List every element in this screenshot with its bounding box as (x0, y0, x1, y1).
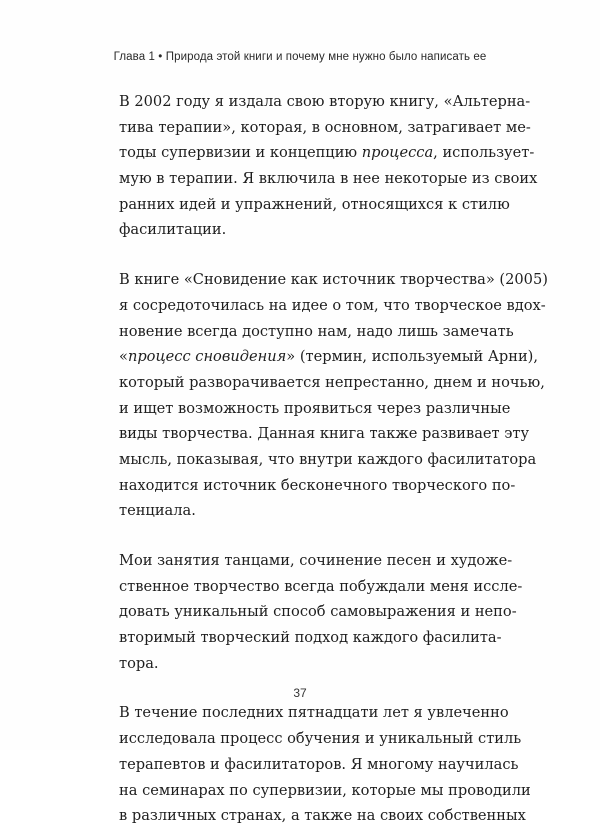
text-segment: я сосредоточилась на идее о том, что творческое вдох- (119, 296, 546, 314)
text-segment: мысль, показывая, что внутри каждого фасилитатора (119, 450, 537, 468)
text-line (119, 625, 502, 651)
text-segment: находится источник бесконечного творческого по- (119, 476, 516, 494)
text-line (119, 370, 545, 396)
paragraph-gap (119, 243, 491, 267)
text-line (119, 140, 535, 166)
text-segment: ственное творчество всегда побуждали меня иссле- (119, 577, 523, 595)
text-line (119, 574, 523, 600)
text-line (119, 599, 517, 625)
text-segment: » (термин, используемый Арни), (286, 348, 539, 366)
text-line (119, 778, 531, 804)
text-line (119, 166, 538, 192)
text-segment: новение всегда доступно нам, надо лишь замечать (119, 322, 514, 340)
text-line (119, 651, 491, 677)
text-line (119, 89, 531, 115)
text-segment: ранних идей и упражнений, относящихся к стилю (119, 195, 510, 213)
text-segment: исследовала процесс обучения и уникальный стиль (119, 730, 522, 748)
text-segment: фасилитации. (119, 221, 227, 239)
page-number: 37 (293, 686, 307, 700)
running-header: Глава 1 • Природа этой книги и почему мне нужно было написать ее (113, 51, 487, 63)
text-segment: который разворачивается непрестанно, днем и ночью, (119, 373, 545, 391)
text-segment: В течение последних пятнадцати лет я увлеченно (119, 704, 509, 722)
text-segment: тора. (119, 654, 159, 672)
text-line (119, 267, 548, 293)
paragraph (119, 700, 531, 828)
text-segment: тива терапии», которая, в основном, затрагивает ме- (119, 118, 531, 136)
text-line (119, 473, 516, 499)
text-line (119, 319, 514, 345)
text-segment: Мои занятия танцами, сочинение песен и художе- (119, 552, 513, 569)
paragraph-gap (119, 524, 491, 548)
text-line (119, 700, 509, 726)
text-segment: на семинарах по супервизии, которые мы проводили (119, 781, 531, 799)
text-segment: , использует- (433, 144, 535, 162)
text-segment: терапевтов и фасилитаторов. Я многому научилась (119, 755, 519, 773)
text-segment: В 2002 году я издала свою вторую книгу, «Альтерна- (119, 93, 531, 110)
italic-term: процесса (361, 144, 434, 162)
body-text (119, 89, 548, 829)
text-segment: В книге «Сновидение как источник творчества» (2005) (119, 271, 548, 289)
text-line (119, 115, 531, 141)
text-line (119, 396, 511, 422)
text-line (119, 752, 519, 778)
text-line (119, 344, 539, 370)
text-line (119, 548, 513, 574)
text-segment: в различных странах, а также на своих собственных (119, 807, 526, 825)
italic-term: процесс сновидения (127, 348, 287, 366)
text-line (119, 293, 546, 319)
text-segment: мую в терапии. Я включила в нее некоторые из своих (119, 170, 538, 188)
paragraph (119, 89, 538, 243)
text-segment: вторимый творческий подход каждого фасилита- (119, 629, 502, 647)
text-line (119, 217, 491, 243)
text-segment: виды творчества. Данная книга также развивает эту (119, 425, 530, 443)
text-line (119, 803, 526, 829)
text-segment: тенциала. (119, 502, 196, 520)
text-segment: « (119, 348, 128, 366)
text-line (119, 726, 522, 752)
text-line (119, 498, 491, 524)
text-line (119, 447, 537, 473)
text-segment: довать уникальный способ самовыражения и непо- (119, 603, 517, 621)
text-segment: и ищет возможность проявиться через различные (119, 399, 511, 417)
text-line (119, 192, 510, 218)
paragraph (119, 548, 523, 676)
text-line (119, 421, 530, 447)
paragraph (119, 267, 548, 524)
text-segment: тоды супервизии и концепцию (119, 144, 362, 162)
